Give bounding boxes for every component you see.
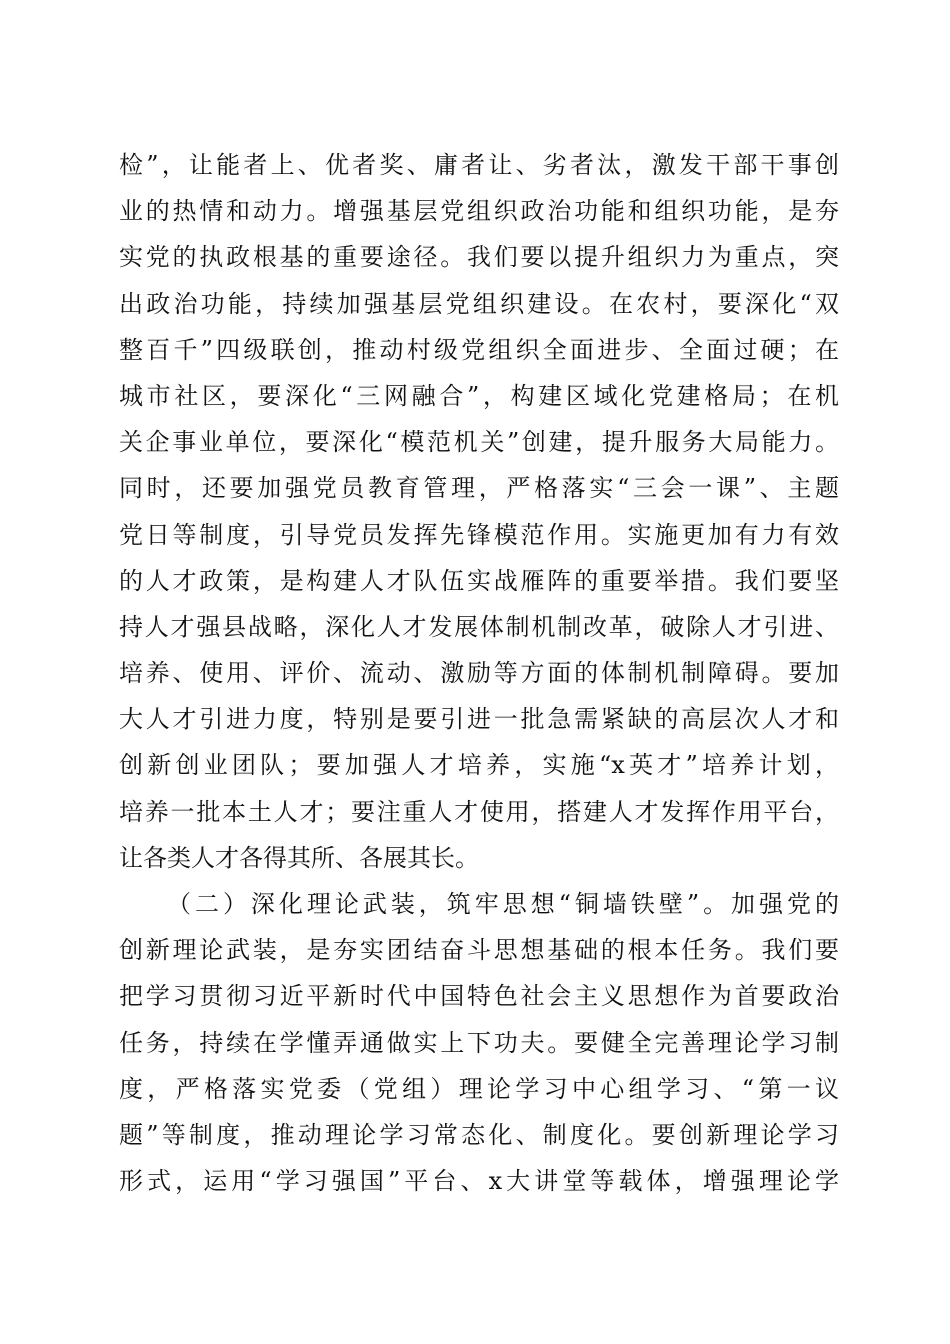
text-line: 大人才引进力度，特别是要引进一批急需紧缺的高层次人才和 <box>119 705 839 734</box>
text-line: 出政治功能，持续加强基层党组织建设。在农村，要深化“双 <box>119 289 839 318</box>
text-line: 培养一批本土人才；要注重人才使用，搭建人才发挥作用平台， <box>119 797 839 826</box>
text-line: 创新理论武装，是夯实团结奋斗思想基础的根本任务。我们要 <box>119 936 839 965</box>
text-line: 的人才政策，是构建人才队伍实战雁阵的重要举措。我们要坚 <box>119 566 839 595</box>
text-line: 题”等制度，推动理论学习常态化、制度化。要创新理论学习 <box>119 1120 839 1149</box>
text-line: 整百千”四级联创，推动村级党组织全面进步、全面过硬；在 <box>119 335 839 364</box>
text-line: 党日等制度，引导党员发挥先锋模范作用。实施更加有力有效 <box>119 520 839 549</box>
section-heading-line: （二）深化理论武装，筑牢思想“铜墙铁壁”。加强党的 <box>167 890 839 918</box>
text-line: 检”，让能者上、优者奖、庸者让、劣者汰，激发干部干事创 <box>119 151 839 179</box>
text-line: 实党的执政根基的重要途径。我们要以提升组织力为重点，突 <box>119 243 839 272</box>
text-line: 培养、使用、评价、流动、激励等方面的体制机制障碍。要加 <box>119 659 839 688</box>
text-line: 度，严格落实党委（党组）理论学习中心组学习、“第一议 <box>119 1074 839 1103</box>
text-line: 城市社区，要深化“三网融合”，构建区域化党建格局；在机 <box>119 381 839 410</box>
text-line: 持人才强县战略，深化人才发展体制机制改革，破除人才引进、 <box>119 612 839 641</box>
text-line: 创新创业团队；要加强人才培养，实施“x英才”培养计划， <box>119 751 839 780</box>
text-line: 同时，还要加强党员教育管理，严格落实“三会一课”、主题 <box>119 474 839 503</box>
text-line: 任务，持续在学懂弄通做实上下功夫。要健全完善理论学习制 <box>119 1028 839 1057</box>
text-line: 关企事业单位，要深化“模范机关”创建，提升服务大局能力。 <box>119 428 839 457</box>
text-line: 业的热情和动力。增强基层党组织政治功能和组织功能，是夯 <box>119 197 839 226</box>
paragraph-end-line: 让各类人才各得其所、各展其长。 <box>119 843 479 872</box>
text-line: 形式，运用“学习强国”平台、x大讲堂等载体，增强理论学 <box>119 1167 839 1196</box>
text-line: 把学习贯彻习近平新时代中国特色社会主义思想作为首要政治 <box>119 982 839 1011</box>
body-text <box>119 142 839 1204</box>
